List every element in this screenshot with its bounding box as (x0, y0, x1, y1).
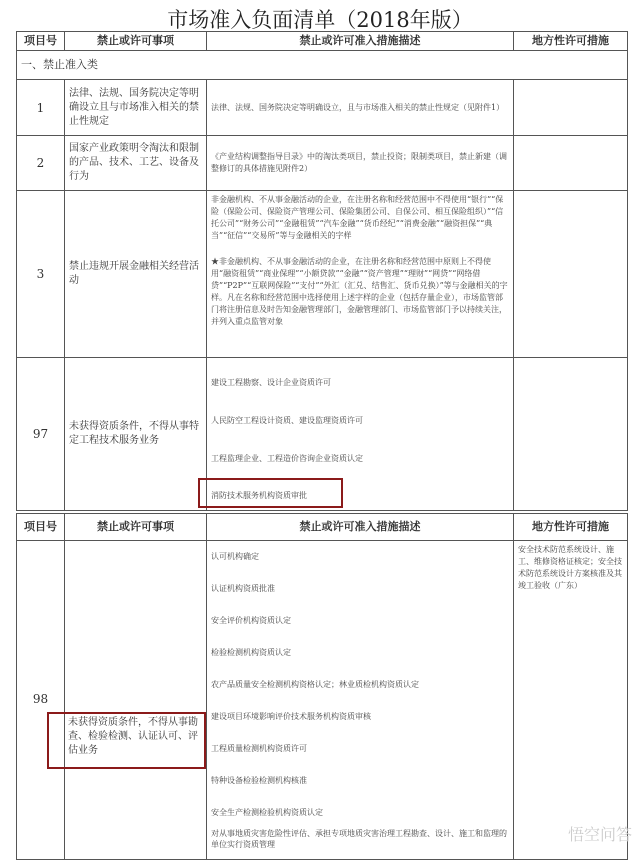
row-item: 未获得资质条件，不得从事勘查、检验检测、认证认可、评估业务 (68, 717, 198, 756)
desc-paragraph: ★非金融机构、不从事金融活动的企业，在注册名称和经营范围中原则上不得使用“融资租赁”“商业保理”“小额贷款”“金融”“资产管理”“理财”“网贷”“网络借贷”“P2P”“互联网保险”“支付”“外汇（汇兑、结售汇、货币兑换）”等与金融相关的字样。凡在名称和经营范围中选择使用上述字样的企业（包括存量企业），市场监管部门将注册信息及时告知金融管理部门，金融管理部门、市场监管部门予以持续关注，并列入重点监管对象 (211, 257, 508, 326)
row-num: 2 (16, 135, 65, 191)
desc-item: 建设项目环境影响评价技术服务机构资质审核 (211, 712, 371, 721)
desc-paragraph: 非金融机构、不从事金融活动的企业，在注册名称和经营范围中不得使用“银行”“保险（保险公司、保险资产管理公司、保险集团公司、自保公司、相互保险组织）”“信托公司”“财务公司”“金融租赁”“汽车金融”“货币经纪”“消费金融”“融资担保”“典当”“征信”“交易所”等与金融相关的字样 (211, 195, 504, 240)
row-local (513, 190, 628, 358)
desc-item: 认证机构资质批准 (211, 584, 275, 593)
row-desc: 法律、法规、国务院决定等明确设立，且与市场准入相关的禁止性规定（见附件1） (206, 79, 514, 136)
desc-item: 认可机构确定 (211, 552, 259, 561)
header-num: 项目号 (16, 513, 65, 541)
header-item: 禁止或许可事项 (64, 31, 207, 51)
row-desc (206, 540, 514, 860)
row-local (513, 357, 628, 511)
highlight-box (198, 478, 343, 508)
desc-item: 工程监理企业、工程造价咨询企业资质认定 (211, 454, 363, 463)
desc-item: 安全评价机构资质认定 (211, 616, 291, 625)
row-item: 法律、法规、国务院决定等明确设立且与市场准入相关的禁止性规定 (64, 79, 207, 136)
row-desc: 《产业结构调整指导目录》中的淘汰类项目，禁止投资；限制类项目，禁止新建（调整修订的具体措施见附件2） (206, 135, 514, 191)
row-local (513, 135, 628, 191)
desc-item: 建设工程勘察、设计企业资质许可 (211, 378, 331, 387)
row-num: 98 (16, 540, 65, 860)
desc-item: 安全生产检测检验机构资质认定 (211, 808, 323, 817)
header-local: 地方性许可措施 (513, 31, 628, 51)
row-num: 1 (16, 79, 65, 136)
row-local: 安全技术防范系统设计、施工、维修资格证核定；安全技术防范系统设计方案核准及其竣工验收（广东） (513, 540, 628, 860)
header-desc: 禁止或许可准入措施描述 (206, 513, 514, 541)
desc-item: 对从事地质灾害危险性评估、承担专项地质灾害治理工程勘查、设计、施工和监理的单位实行资质管理 (211, 829, 507, 849)
header-local: 地方性许可措施 (513, 513, 628, 541)
row-item: 未获得资质条件，不得从事特定工程技术服务业务 (64, 357, 207, 511)
section-title: 一、禁止准入类 (16, 50, 628, 80)
header-desc: 禁止或许可准入措施描述 (206, 31, 514, 51)
highlight-box (47, 712, 206, 769)
header-item: 禁止或许可事项 (64, 513, 207, 541)
row-item: 禁止违规开展金融相关经营活动 (64, 190, 207, 358)
header-num: 项目号 (16, 31, 65, 51)
row-item: 国家产业政策明令淘汰和限制的产品、技术、工艺、设备及行为 (64, 135, 207, 191)
desc-item: 检验检测机构资质认定 (211, 648, 291, 657)
row-item-cell (64, 540, 207, 860)
desc-item: 特种设备检验检测机构核准 (211, 776, 307, 785)
row-num: 97 (16, 357, 65, 511)
desc-item: 消防技术服务机构资质审批 (211, 491, 307, 500)
desc-item: 农产品质量安全检测机构资格认定；林业质检机构资质认定 (211, 680, 419, 689)
desc-item: 人民防空工程设计资质、建设监理资质许可 (211, 416, 363, 425)
row-desc (206, 190, 514, 358)
row-num: 3 (16, 190, 65, 358)
page-title: 市场准入负面清单（2018年版） (167, 8, 473, 32)
watermark: 悟空问答 (567, 825, 632, 844)
row-local (513, 79, 628, 136)
desc-item: 工程质量检测机构资质许可 (211, 744, 307, 753)
